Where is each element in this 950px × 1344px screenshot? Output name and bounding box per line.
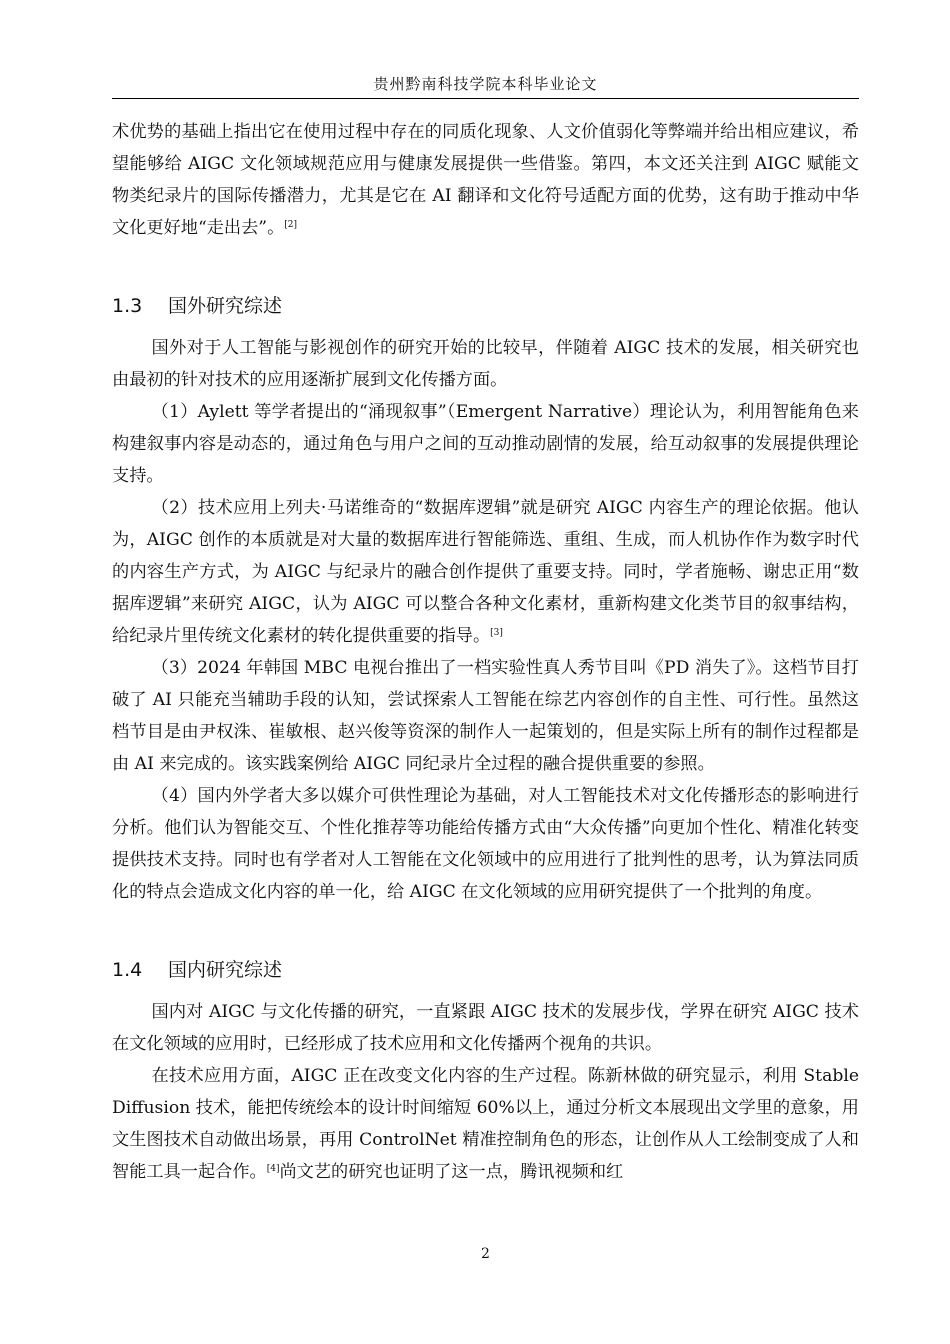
paragraph: （3）2024 年韩国 MBC 电视台推出了一档实验性真人秀节目叫《PD 消失了》。这档节目打破了 AI 只能充当辅助手段的认知，尝试探索人工智能在综艺内容创作的自主性、可行性。虽然这档节目是由尹权洙、崔敏根、赵兴俊等资深的制作人一起策划的，但是实际上所有的制作过程都是由 AI 来完成的。该实践案例给 AIGC 同纪录片全过程的融合提供重要的参照。 xyxy=(112,658,859,774)
paragraph-text: 在技术应用方面，AIGC 正在改变文化内容的生产过程。陈新林做的研究显示，利用 Stable Diffusion 技术，能把传统绘本的设计时间缩短 60%以上，通过分析文本展现出文学里的意象，用文生图技术自动做出场景，再用 ControlNet 精准控制角色的形态，让创作从人工绘制变成了人和智能工具一起合作。 xyxy=(112,1066,859,1182)
section-heading-1-4 xyxy=(112,954,859,986)
page-body xyxy=(112,116,859,1188)
section-title: 国内研究综述 xyxy=(168,959,283,981)
paragraph: 国内对 AIGC 与文化传播的研究，一直紧跟 AIGC 技术的发展步伐，学界在研究 AIGC 技术在文化领域的应用时，已经形成了技术应用和文化传播两个视角的共识。 xyxy=(112,1002,859,1054)
section-number: 1.4 xyxy=(112,959,143,981)
paragraph xyxy=(112,1060,859,1188)
paragraph: （1）Aylett 等学者提出的“涌现叙事”（Emergent Narrative）理论认为，利用智能角色来构建叙事内容是动态的，通过角色与用户之间的互动推动剧情的发展，给互动叙事的发展提供理论支持。 xyxy=(112,402,859,486)
paragraph: 国外对于人工智能与影视创作的研究开始的比较早，伴随着 AIGC 技术的发展，相关研究也由最初的针对技术的应用逐渐扩展到文化传播方面。 xyxy=(112,338,859,390)
page-header: 贵州黔南科技学院本科毕业论文 xyxy=(373,75,598,93)
citation-ref: [3] xyxy=(490,628,503,638)
page-number: 2 xyxy=(481,1246,490,1262)
intro-paragraph xyxy=(112,116,859,244)
section-number: 1.3 xyxy=(112,295,143,317)
intro-text: 术优势的基础上指出它在使用过程中存在的同质化现象、人文价值弱化等弊端并给出相应建议，希望能够给 AIGC 文化领域规范应用与健康发展提供一些借鉴。第四，本文还关注到 AIGC 赋能文物类纪录片的国际传播潜力，尤其是它在 AI 翻译和文化符号适配方面的优势，这有助于推动中华文化更好地“走出去”。 xyxy=(112,122,859,238)
paragraph-text: 尚文艺的研究也证明了这一点，腾讯视频和红 xyxy=(279,1162,624,1182)
citation-ref: [2] xyxy=(284,220,298,230)
paragraph: （4）国内外学者大多以媒介可供性理论为基础，对人工智能技术对文化传播形态的影响进行分析。他们认为智能交互、个性化推荐等功能给传播方式由“大众传播”向更加个性化、精准化转变提供技术支持。同时也有学者对人工智能在文化领域中的应用进行了批判性的思考，认为算法同质化的特点会造成文化内容的单一化，给 AIGC 在文化领域的应用研究提供了一个批判的角度。 xyxy=(112,786,859,902)
header-rule xyxy=(112,98,859,99)
citation-ref: [4] xyxy=(266,1164,280,1174)
paragraph-text: （2）技术应用上列夫·马诺维奇的“数据库逻辑”就是研究 AIGC 内容生产的理论依据。他认为，AIGC 创作的本质就是对大量的数据库进行智能筛选、重组、生成，而人机协作作为数字时代的内容生产方式，为 AIGC 与纪录片的融合创作提供了重要支持。同时，学者施畅、谢忠正用“数据库逻辑”来研究 AIGC，认为 AIGC 可以整合各种文化素材，重新构建文化类节目的叙事结构，给纪录片里传统文化素材的转化提供重要的指导。 xyxy=(112,498,859,646)
paragraph xyxy=(112,492,859,652)
section-heading-1-3 xyxy=(112,290,859,322)
section-title: 国外研究综述 xyxy=(168,295,283,317)
